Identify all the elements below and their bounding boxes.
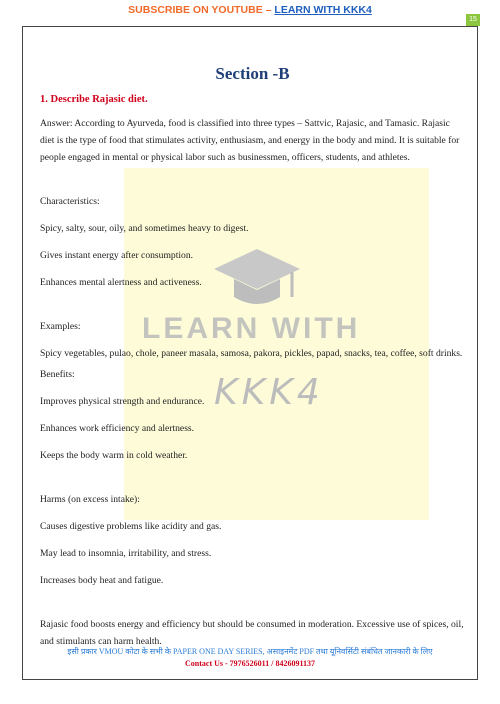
characteristic-item: Gives instant energy after consumption. bbox=[40, 250, 194, 261]
benefits-heading: Benefits: bbox=[40, 369, 75, 380]
document-content bbox=[40, 64, 465, 660]
examples-text: Spicy vegetables, pulao, chole, paneer masala, samosa, pakora, pickles, papad, snacks, tea, coffee, soft drinks. bbox=[40, 348, 463, 359]
youtube-banner bbox=[0, 0, 500, 20]
section-title: Section -B bbox=[215, 64, 290, 83]
answer-paragraph: Answer: According to Ayurveda, food is classified into three types – Sattvic, Rajasic, and Tamasic. Rajasic diet is the type of food that stimulates activity, enthusiasm, and energy in the body and mind. It is suitable for people engaged in mental or physical labor such as businessmen, officers, students, and athletes. bbox=[40, 118, 460, 163]
examples-heading: Examples: bbox=[40, 321, 81, 332]
harm-item: Increases body heat and fatigue. bbox=[40, 575, 164, 586]
watermark-text: LEARN WITH bbox=[142, 312, 361, 345]
footer-contact: Contact Us - 7976526011 / 8426091137 bbox=[185, 659, 315, 668]
characteristic-item: Enhances mental alertness and activeness. bbox=[40, 277, 202, 288]
question-heading: 1. Describe Rajasic diet. bbox=[40, 94, 148, 105]
conclusion-paragraph: Rajasic food boosts energy and efficiency but should be consumed in moderation. Excessive use of spices, oil, and stimulants can harm health. bbox=[40, 619, 464, 647]
footer bbox=[0, 646, 500, 670]
benefit-item: Enhances work efficiency and alertness. bbox=[40, 423, 195, 434]
benefit-item: Improves physical strength and endurance. bbox=[40, 396, 205, 407]
harm-item: Causes digestive problems like acidity and gas. bbox=[40, 521, 222, 532]
characteristic-item: Spicy, salty, sour, oily, and sometimes heavy to digest. bbox=[40, 223, 249, 234]
banner-text: SUBSCRIBE ON YOUTUBE – bbox=[128, 4, 275, 16]
page-number-badge: 15 bbox=[466, 14, 480, 26]
benefit-item: Keeps the body warm in cold weather. bbox=[40, 450, 188, 461]
footer-info: इसी प्रकार VMOU कोटा के सभी के PAPER ONE DAY SERIES, असाइनमेंट PDF तथा यूनिवर्सिटी संबंधित जानकारी के लिए bbox=[67, 647, 433, 656]
watermark-kkk4: KKK4 bbox=[214, 372, 324, 413]
harms-heading: Harms (on excess intake): bbox=[40, 494, 140, 505]
characteristics-heading: Characteristics: bbox=[40, 196, 100, 207]
harm-item: May lead to insomnia, irritability, and stress. bbox=[40, 548, 212, 559]
banner-link[interactable]: LEARN WITH KKK4 bbox=[274, 4, 372, 16]
